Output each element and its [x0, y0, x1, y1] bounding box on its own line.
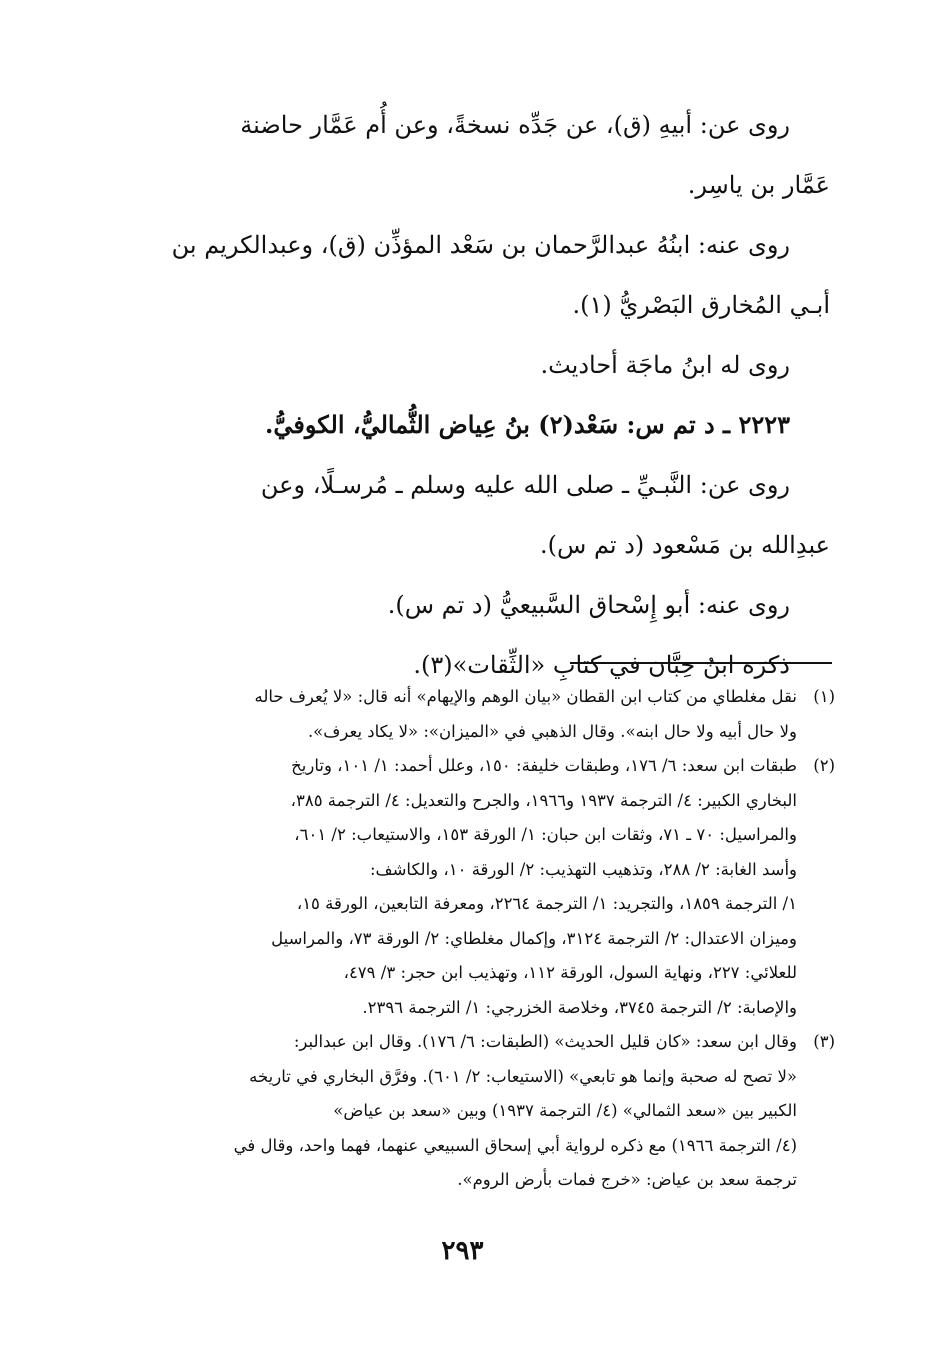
footnote-line: الكبير بين «سعد الثمالي» (٤/ الترجمة ١٩٣٧) وبين «سعد بن عياض» — [333, 1101, 797, 1120]
footnote-number: (٢) — [813, 756, 835, 775]
footnote-2 — [130, 749, 835, 1025]
narrated-from-line-1: روى عن: أبيهِ (ق)، عن جَدِّه نسخةً، وعن أُم عَمَّار حاضنة — [240, 111, 790, 139]
footnotes — [130, 680, 835, 1198]
footnote-line: وقال ابن سعد: «كان قليل الحديث» (الطبقات: ٦/ ١٧٦). وقال ابن عبدالبر: — [293, 1032, 797, 1051]
footnote-line: ترجمة سعد بن عياض: «خرج فمات بأرض الروم». — [457, 1170, 797, 1189]
ibn-hibban-mention-line: ذكرَه ابنُ حِبَّان في كتابِ «الثِّقات»(٣). — [413, 651, 790, 679]
main-text — [130, 95, 830, 695]
footnote-separator — [570, 662, 832, 664]
footnote-line: والمراسيل: ٧٠ ـ ٧١، وثقات ابن حبان: ١/ الورقة ١٥٣، والاستيعاب: ٢/ ٦٠١، — [294, 825, 797, 844]
footnote-line: نقل مغلطاي من كتاب ابن القطان «بيان الوهم والإيهام» أنه قال: «لا يُعرف حاله — [254, 687, 797, 706]
entry-heading: ٢٢٢٣ ـ د تم س: سَعْد(٢) بنُ عِياض الثُّماليُّ، الكوفيُّ. — [265, 410, 790, 439]
narrated-by-line-1: روى عنه: ابنُهُ عبدالرَّحمان بن سَعْد المؤذِّن (ق)، وعبدالكريم بن — [171, 231, 790, 259]
footnote-line: والإصابة: ٢/ الترجمة ٣٧٤٥، وخلاصة الخزرجي: ١/ الترجمة ٢٣٩٦. — [362, 997, 797, 1017]
footnote-line: طبقات ابن سعد: ٦/ ١٧٦، وطبقات خليفة: ١٥٠، وعلل أحمد: ١/ ١٠١، وتاريخ — [291, 756, 797, 775]
entry-narrated-from-line-2: عبدِالله بن مَسْعود (د تم س). — [540, 531, 830, 559]
footnote-number: (٣) — [813, 1032, 835, 1051]
footnote-3 — [130, 1025, 835, 1198]
page-number: ٢٩٣ — [441, 1236, 484, 1266]
footnote-line: البخاري الكبير: ٤/ الترجمة ١٩٣٧ و١٩٦٦، والجرح والتعديل: ٤/ الترجمة ٣٨٥، — [290, 790, 797, 810]
entry-narrated-by-line: روى عنه: أبو إِسْحاق السَّبيعيُّ (د تم س). — [387, 591, 790, 619]
footnote-line: «لا تصح له صحبة وإنما هو تابعي» (الاستيعاب: ٢/ ٦٠١). وفرَّق البخاري في تاريخه — [249, 1066, 797, 1086]
narrated-by-line-2: أبـي المُخارق البَصْريُّ (١). — [572, 291, 830, 319]
narrated-from-line-2: عَمَّار بن ياسِر. — [687, 171, 830, 199]
footnote-line: وأسد الغابة: ٢/ ٢٨٨، وتذهيب التهذيب: ٢/ الورقة ١٠، والكاشف: — [369, 859, 797, 879]
footnote-1 — [130, 680, 835, 749]
footnote-line: وميزان الاعتدال: ٢/ الترجمة ٣١٢٤، وإكمال مغلطاي: ٢/ الورقة ٧٣، والمراسيل — [271, 928, 797, 948]
footnote-line: للعلائي: ٢٢٧، ونهاية السول، الورقة ١١٢، وتهذيب ابن حجر: ٣/ ٤٧٩، — [343, 963, 797, 982]
footnote-number: (١) — [813, 687, 835, 706]
footnote-line: ١/ الترجمة ١٨٥٩، والتجريد: ١/ الترجمة ٢٢٦٤، ومعرفة التابعين، الورقة ١٥، — [296, 894, 797, 913]
entry-narrated-from-line-1: روى عن: النَّبـيِّ ـ صلى الله عليه وسلم ـ مُرسـلًا، وعن — [260, 471, 790, 499]
narrated-for-line: روى له ابنُ ماجَة أحاديث. — [540, 351, 790, 379]
footnote-line: ولا حال أبيه ولا حال ابنه». وقال الذهبي في «الميزان»: «لا يكاد يعرف». — [307, 721, 797, 741]
footnote-line: (٤/ الترجمة ١٩٦٦) مع ذكره لرواية أبي إسحاق السبيعي عنهما، فهما واحد، وقال في — [233, 1135, 797, 1155]
